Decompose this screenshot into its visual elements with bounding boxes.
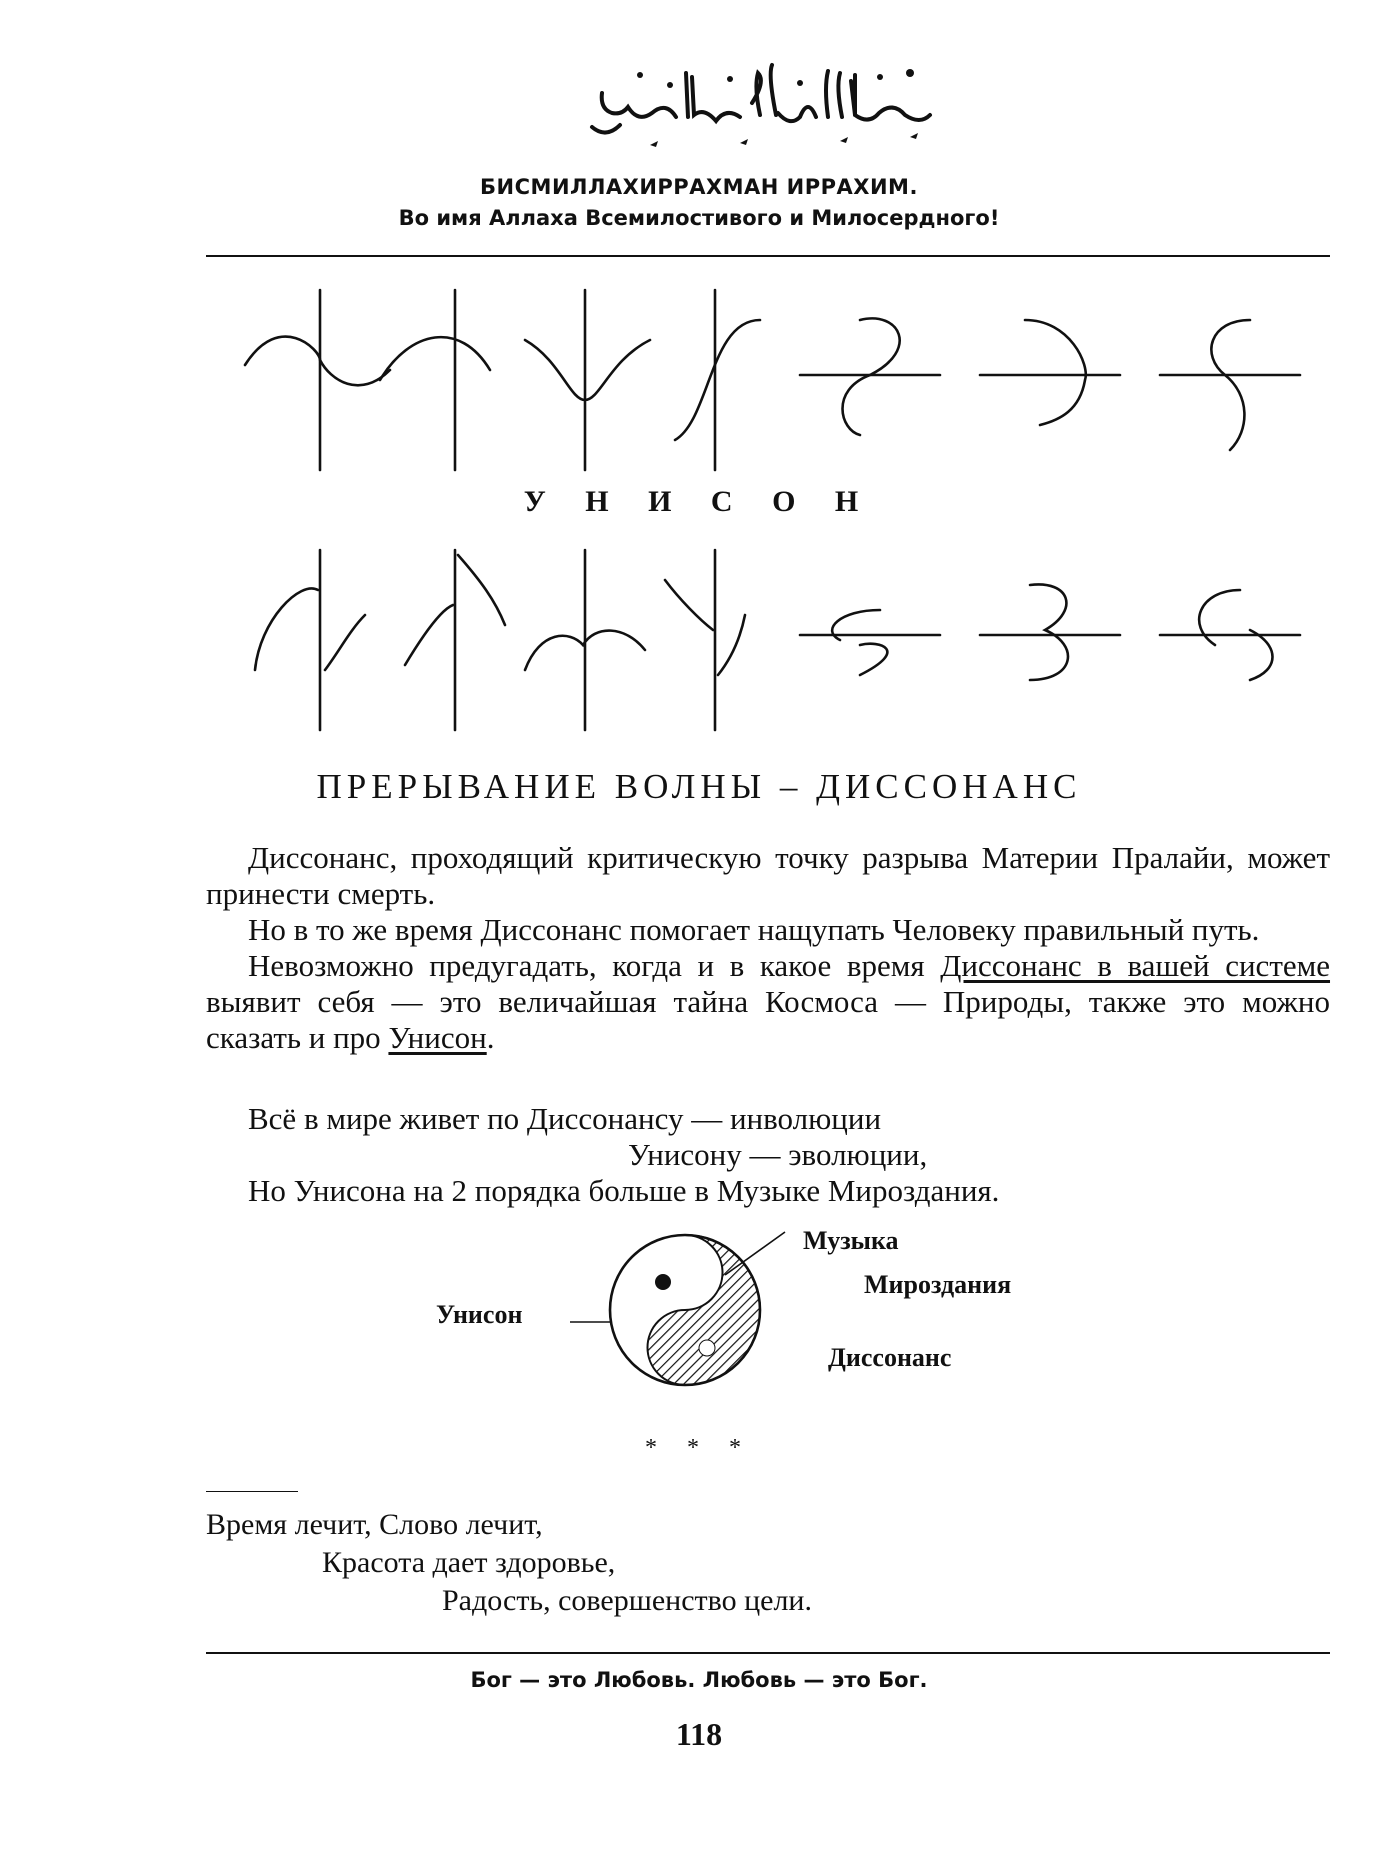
underlined-unison: Унисон bbox=[388, 1020, 487, 1055]
line-two-orders: Но Унисона на 2 порядка больше в Музыке Мироздания. bbox=[248, 1173, 1000, 1208]
poem-line-2: Красота дает здоровье, bbox=[322, 1546, 616, 1579]
paragraph-1: Диссонанс, проходящий критическую точку разрыва Материи Пралайи, может принести смерть. bbox=[206, 840, 1330, 911]
yin-yang-diagram bbox=[550, 1220, 790, 1400]
yin-yang-label-unison: Унисон bbox=[436, 1300, 523, 1329]
unison-label: У Н И С О Н bbox=[523, 485, 875, 518]
footer-rule bbox=[206, 1652, 1330, 1654]
bismillah-translation: Во имя Аллаха Всемилостивого и Милосердного! bbox=[398, 206, 1000, 230]
body-paragraphs bbox=[206, 840, 1330, 1056]
yin-yang-label-universe: Мироздания bbox=[864, 1270, 1012, 1299]
line-involution: Всё в мире живет по Диссонансу — инволюции bbox=[248, 1101, 882, 1136]
bismillah-calligraphy bbox=[580, 55, 940, 155]
poem-line-1: Время лечит, Слово лечит, bbox=[206, 1508, 543, 1541]
poem-line-3: Радость, совершенство цели. bbox=[442, 1584, 812, 1617]
yin-yang-label-music: Музыка bbox=[803, 1226, 899, 1255]
paragraph-2: Но в то же время Диссонанс помогает нащупать Человеку правильный путь. bbox=[248, 912, 1260, 947]
line-evolution: Унисону — эволюции, bbox=[628, 1137, 928, 1172]
unison-wave-row bbox=[245, 290, 1300, 470]
page-number: 118 bbox=[675, 1716, 723, 1752]
section-separator: * * * bbox=[645, 1435, 753, 1461]
section-title: ПРЕРЫВАНИЕ ВОЛНЫ – ДИССОНАНС bbox=[316, 767, 1082, 806]
yin-yang-label-dissonance: Диссонанс bbox=[828, 1343, 952, 1372]
underlined-phrase: Диссонанс в вашей системе bbox=[940, 948, 1331, 983]
bismillah-transliteration: БИСМИЛЛАХИРРАХМАН ИРРАХИМ. bbox=[480, 175, 918, 199]
paragraph-3: Невозможно предугадать, когда и в какое время Диссонанс в вашей системе выявит себя — это величайшая тайна Космоса — Природы, также это можно сказать и про Унисон. bbox=[206, 948, 1331, 1055]
footnote-rule bbox=[206, 1491, 298, 1492]
footer-motto: Бог — это Любовь. Любовь — это Бог. bbox=[470, 1668, 928, 1692]
dissonance-wave-row bbox=[255, 550, 1300, 730]
header-rule bbox=[206, 255, 1330, 257]
